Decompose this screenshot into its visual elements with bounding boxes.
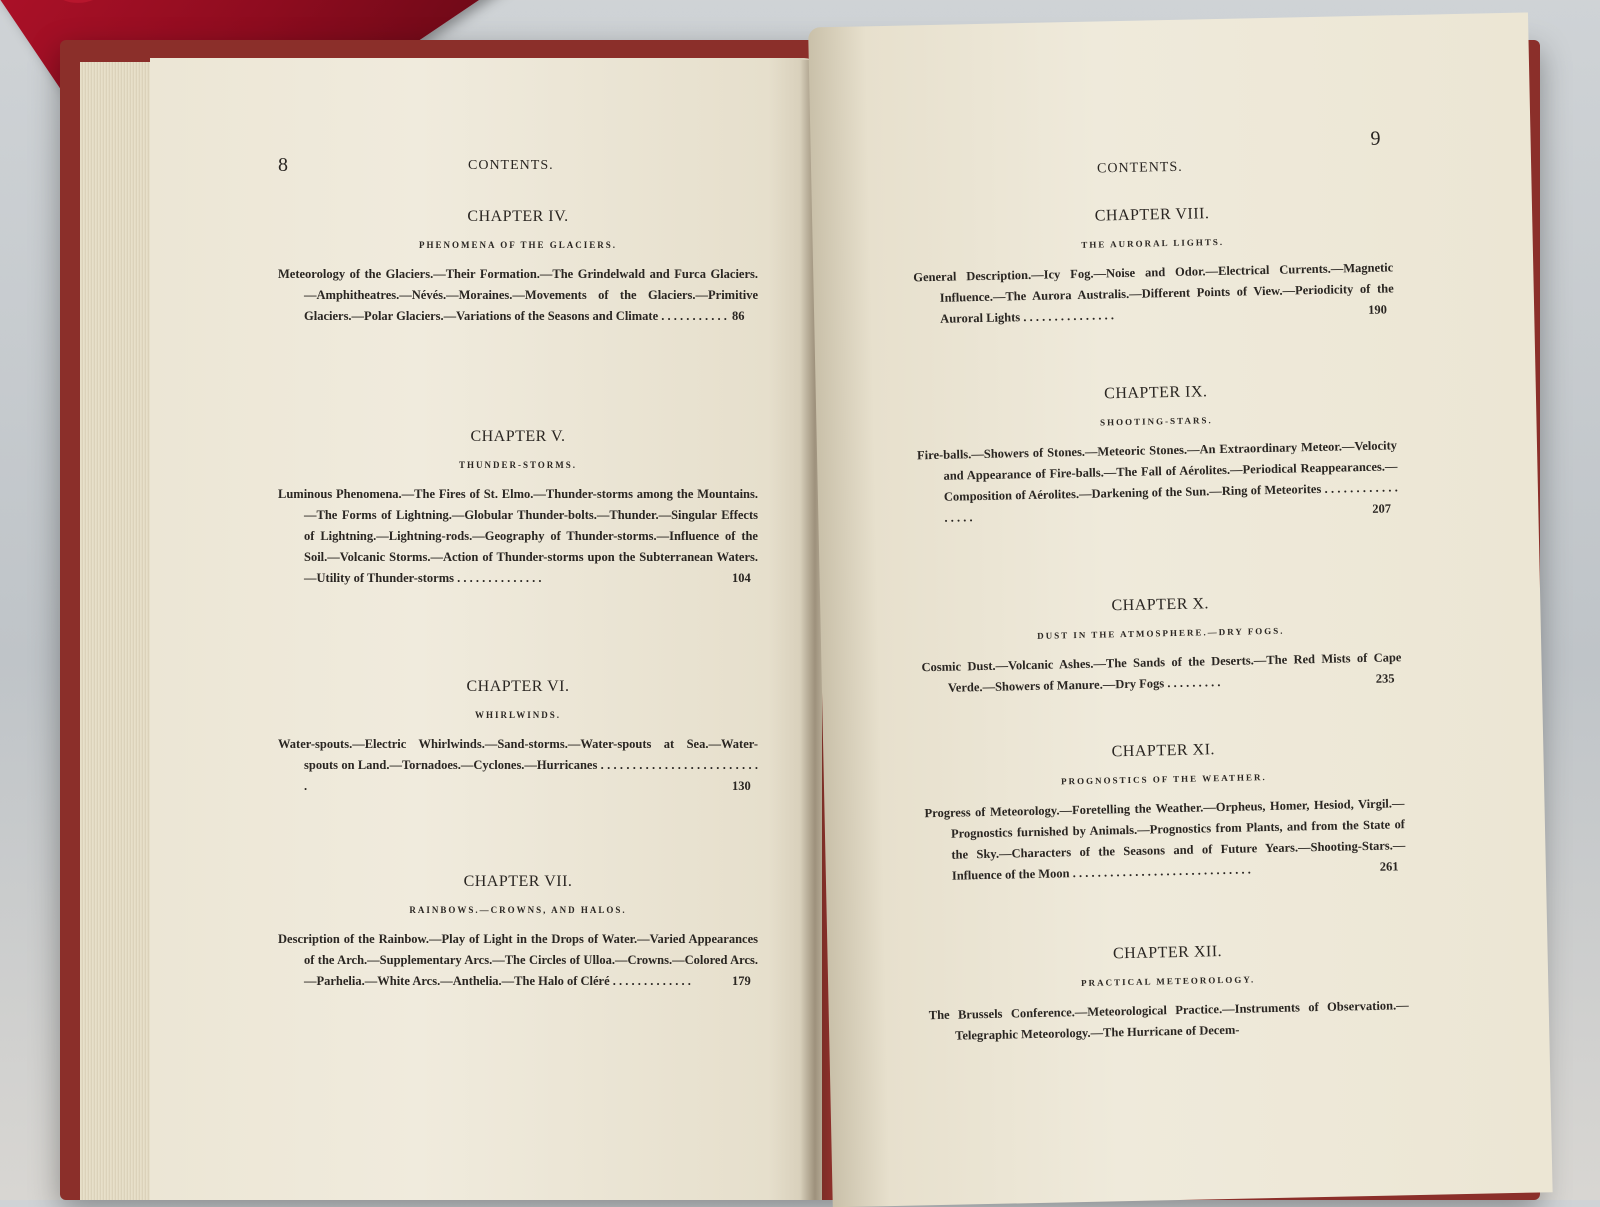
chapter-subheading: PHENOMENA OF THE GLACIERS. xyxy=(278,240,758,250)
chapter-summary-text: The Brussels Conference.—Meteorological Practice.—Instruments of Observation.—Telegraphic Meteorology.—The Hurricane of Decem- xyxy=(929,998,1409,1043)
chapter-summary-text: General Description.—Icy Fog.—Noise and Odor.—Electrical Currents.—Magnetic Influence.—The Aurora Australis.—Different Points of View.—Periodicity of the Auroral Lights xyxy=(913,260,1394,325)
chapter-heading: CHAPTER XII. xyxy=(927,939,1407,967)
right-page xyxy=(808,12,1553,1207)
page-edges xyxy=(80,62,160,1200)
chapter-heading: CHAPTER VI. xyxy=(278,678,758,696)
running-head: CONTENTS. xyxy=(468,158,554,174)
chapter-subheading: WHIRLWINDS. xyxy=(278,710,758,720)
page-number: 9 xyxy=(1370,128,1380,151)
chapter-summary: Progress of Meteorology.—Foretelling the Weather.—Orpheus, Homer, Hesiod, Virgil.—Prognostics furnished by Animals.—Prognostics from Plants, and from the State of the Sky.—Characters of the Seasons and of Future Years.—Shooting-Stars.—Influence of the Moon . . . . . . . . . . . . . . . . . . . . . . . . . . . . . 261 xyxy=(924,793,1406,887)
chapter-subheading: DUST IN THE ATMOSPHERE.—DRY FOGS. xyxy=(921,623,1401,643)
chapter-subheading: SHOOTING-STARS. xyxy=(916,411,1396,431)
chapter-7 xyxy=(278,873,758,992)
page-number: 8 xyxy=(278,154,288,177)
chapter-heading: CHAPTER IX. xyxy=(916,379,1396,407)
chapter-5 xyxy=(278,428,758,589)
chapter-9 xyxy=(916,379,1399,529)
chapter-12 xyxy=(927,939,1409,1047)
chapter-10 xyxy=(920,591,1402,699)
red-book-cover-highlight xyxy=(22,0,382,18)
chapter-summary-text: Cosmic Dust.—Volcanic Ashes.—The Sands of the Deserts.—The Red Mists of Cape Verde.—Showers of Manure.—Dry Fogs xyxy=(921,650,1401,695)
left-page xyxy=(150,58,822,1200)
chapter-6 xyxy=(278,678,758,797)
chapter-summary-text: Progress of Meteorology.—Foretelling the Weather.—Orpheus, Homer, Hesiod, Virgil.—Prognostics furnished by Animals.—Prognostics from Plants, and from the State of the Sky.—Characters of the Seasons and of Future Years.—Shooting-Stars.—Influence of the Moon xyxy=(924,796,1405,882)
chapter-summary-text: Description of the Rainbow.—Play of Light in the Drops of Water.—Varied Appearances of the Arch.—Supplementary Arcs.—The Circles of Ulloa.—Crowns.—Colored Arcs.—Parhelia.—White Arcs.—Anthelia.—The Halo of Cléré xyxy=(278,932,758,988)
chapter-summary: Meteorology of the Glaciers.—Their Formation.—The Grindelwald and Furca Glaciers.—Amphitheatres.—Névés.—Moraines.—Movements of the Glaciers.—Primitive Glaciers.—Polar Glaciers.—Variations of the Seasons and Climate . . . . . . . . . . . 86 xyxy=(278,264,758,327)
chapter-heading: CHAPTER XI. xyxy=(923,737,1403,765)
chapter-8 xyxy=(912,201,1394,330)
chapter-heading: CHAPTER VII. xyxy=(278,873,758,891)
chapter-summary: General Description.—Icy Fog.—Noise and Odor.—Electrical Currents.—Magnetic Influence.—The Aurora Australis.—Different Points of View.—Periodicity of the Auroral Lights . . . . . . . . . . . . . . . 190 xyxy=(913,257,1394,330)
chapter-subheading: THUNDER-STORMS. xyxy=(278,460,758,470)
chapter-subheading: PRACTICAL METEOROLOGY. xyxy=(928,971,1408,991)
chapter-heading: CHAPTER V. xyxy=(278,428,758,446)
chapter-summary: Water-spouts.—Electric Whirlwinds.—Sand-storms.—Water-spouts at Sea.—Water-spouts on Land.—Tornadoes.—Cyclones.—Hurricanes . . . . . . . . . . . . . . . . . . . . . . . . . . 130 xyxy=(278,734,758,797)
running-head: CONTENTS. xyxy=(1097,160,1183,178)
chapter-heading: CHAPTER VIII. xyxy=(912,201,1392,229)
chapter-summary xyxy=(929,995,1410,1047)
chapter-heading: CHAPTER IV. xyxy=(278,208,758,226)
chapter-summary-text: Luminous Phenomena.—The Fires of St. Elmo.—Thunder-storms among the Mountains.—The Forms of Lightning.—Globular Thunder-bolts.—Thunder.—Singular Effects of Lightning.—Lightning-rods.—Geography of Thunder-storms.—Influence of the Soil.—Volcanic Storms.—Action of Thunder-storms upon the Subterranean Waters.—Utility of Thunder-storms xyxy=(278,487,758,585)
chapter-11 xyxy=(923,737,1406,887)
chapter-4 xyxy=(278,208,758,327)
chapter-summary: Luminous Phenomena.—The Fires of St. Elmo.—Thunder-storms among the Mountains.—The Forms of Lightning.—Globular Thunder-bolts.—Thunder.—Singular Effects of Lightning.—Lightning-rods.—Geography of Thunder-storms.—Influence of the Soil.—Volcanic Storms.—Action of Thunder-storms upon the Subterranean Waters.—Utility of Thunder-storms . . . . . . . . . . . . . . 104 xyxy=(278,484,758,589)
chapter-summary-text: Water-spouts.—Electric Whirlwinds.—Sand-storms.—Water-spouts at Sea.—Water-spouts on Land.—Tornadoes.—Cyclones.—Hurricanes xyxy=(278,737,758,772)
chapter-subheading: RAINBOWS.—CROWNS, AND HALOS. xyxy=(278,905,758,915)
chapter-summary-text: Meteorology of the Glaciers.—Their Formation.—The Grindelwald and Furca Glaciers.—Amphitheatres.—Névés.—Moraines.—Movements of the Glaciers.—Primitive Glaciers.—Polar Glaciers.—Variations of the Seasons and Climate xyxy=(278,267,758,323)
chapter-summary: Cosmic Dust.—Volcanic Ashes.—The Sands of the Deserts.—The Red Mists of Cape Verde.—Showers of Manure.—Dry Fogs . . . . . . . . . 235 xyxy=(921,647,1402,699)
chapter-summary: Fire-balls.—Showers of Stones.—Meteoric Stones.—An Extraordinary Meteor.—Velocity and Appearance of Fire-balls.—The Fall of Aérolites.—Periodical Reappearances.—Composition of Aérolites.—Darkening of the Sun.—Ring of Meteorites . . . . . . . . . . . . . . . . . 207 xyxy=(917,435,1399,529)
chapter-summary-text: Fire-balls.—Showers of Stones.—Meteoric Stones.—An Extraordinary Meteor.—Velocity and Appearance of Fire-balls.—The Fall of Aérolites.—Periodical Reappearances.—Composition of Aérolites.—Darkening of the Sun.—Ring of Meteorites xyxy=(917,438,1398,503)
chapter-subheading: PROGNOSTICS OF THE WEATHER. xyxy=(924,769,1404,789)
chapter-heading: CHAPTER X. xyxy=(920,591,1400,619)
chapter-summary: Description of the Rainbow.—Play of Light in the Drops of Water.—Varied Appearances of the Arch.—Supplementary Arcs.—The Circles of Ulloa.—Crowns.—Colored Arcs.—Parhelia.—White Arcs.—Anthelia.—The Halo of Cléré . . . . . . . . . . . . . 179 xyxy=(278,929,758,992)
chapter-subheading: THE AURORAL LIGHTS. xyxy=(913,233,1393,253)
